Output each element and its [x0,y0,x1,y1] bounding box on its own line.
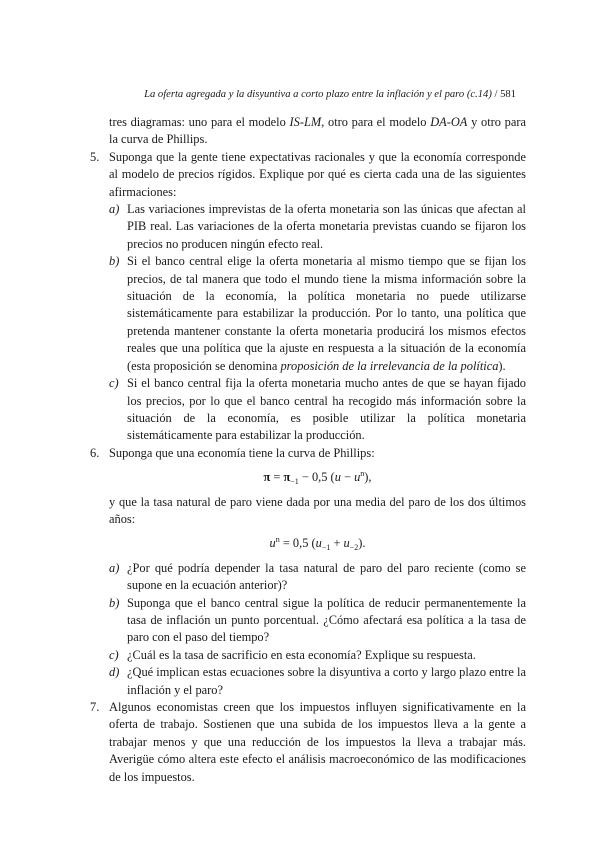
item-text [127,253,526,375]
item-letter: a) [109,560,120,575]
page-body [90,114,526,786]
item-text: Si el banco central fija la oferta monetaria mucho antes de que se hayan fijado los precios, por lo que el banco central ha recogido más información sobre la situación de la economía, es posible utilizar la política monetaria sistemáticamente para estabilizar la producción. [127,376,526,443]
item-text: Suponga que el banco central sigue la política de reducir permanentemente la tasa de inflación un punto porcentual. ¿Cómo afectará esa política a la tasa de paro con el paso del tiempo? [127,595,526,645]
eq-u-lag1: u [315,536,322,551]
continued-paragraph [90,114,526,149]
model-is-lm: IS-LM [289,115,322,129]
question-6-d [90,664,526,699]
question-5 [90,149,526,201]
eq-coef: = 0,5 ( [279,536,316,551]
item-letter: b) [109,595,120,610]
item-letter: a) [109,202,120,217]
question-5-a [90,201,526,253]
equation-phillips [90,462,526,493]
eq-pi: π [263,470,271,485]
question-6-c [90,647,526,664]
question-7 [90,699,526,786]
eq-pi-lag: π [283,470,291,485]
eq-subscript: −1 [321,543,331,553]
eq-subscript: −2 [349,543,359,553]
eq-subscript: −1 [290,477,299,487]
eq-coef: − 0,5 ( [298,470,335,485]
question-6-mid-text: y que la tasa natural de paro viene dada por una media del paro de los dos últimos años: [109,494,526,526]
question-6-b [90,595,526,647]
eq-sign: = [270,470,284,485]
eq-superscript: n [275,535,280,545]
item-letter: d) [109,665,120,680]
intro-text-2: , otro para el modelo [321,115,431,129]
equation-natural-rate [90,528,526,559]
eq-close: ). [358,536,366,551]
question-text: Suponga que la gente tiene expectativas racionales y que la economía corresponde al modelo de precios rígidos. Explique por qué es cierta cada una de las siguientes afirmaciones: [109,149,526,199]
eq-un: u [354,470,361,485]
question-number: 5. [90,149,100,164]
eq-minus: − [340,470,355,485]
question-6-a [90,560,526,595]
question-text: Algunos economistas creen que los impuestos influyen significativamente en la oferta de trabajo. Sostienen que una subida de los impuestos lleva a la gente a trabajar menos y que una reducción de los impuestos la lleva a trabajar más. Averigüe cómo altera este efecto el análisis macroeconómico de las modificaciones de los impuestos. [109,700,526,784]
item-text-end: ). [498,358,506,373]
question-5-b [90,253,526,375]
eq-superscript: n [360,469,365,479]
question-number: 6. [90,445,100,460]
item-text: Las variaciones imprevistas de la oferta monetaria son las únicas que afectan al PIB real. Las variaciones de la oferta monetaria previstas cuando se fijaron los precios no producen ningún efecto real. [127,202,526,251]
item-letter: c) [109,376,119,391]
question-5-c [90,375,526,445]
eq-u: u [334,470,341,485]
item-text: ¿Cuál es la tasa de sacrificio en esta economía? Explique su respuesta. [127,647,476,662]
question-number: 7. [90,700,100,714]
model-da-oa: DA-OA [430,115,468,129]
eq-close: ), [364,470,372,485]
header-separator: / [491,89,501,100]
eq-u-lag2: u [343,536,350,551]
item-letter: c) [109,647,119,662]
eq-un: u [269,536,276,551]
page-number: 581 [500,89,516,100]
eq-plus: + [330,536,344,551]
item-letter: b) [109,254,120,269]
item-text: ¿Qué implican estas ecuaciones sobre la disyuntiva a corto y largo plazo entre la inflación y el paro? [127,665,526,697]
question-text: Suponga que una economía tiene la curva de Phillips: [109,445,375,460]
running-header [90,88,516,102]
intro-text-1: tres diagramas: uno para el modelo [109,115,290,129]
header-title: La oferta agregada y la disyuntiva a corto plazo entre la inflación y el paro (c.14) [144,89,492,100]
item-text-main: Si el banco central elige la oferta monetaria al mismo tiempo que se fijan los precios, de tal manera que todo el mundo tiene la misma información sobre la situación de la economía, la política monetaria no puede utilizarse sistemáticamente para estabilizar la producción. Por lo tanto, una política que pretenda mantener constante la oferta monetaria producirá los mismos efectos reales que una política que la ajuste en respuesta a la situación de la economía (esta proposición se denomina [127,254,526,373]
intro-text-3: y otro para la curva de Phillips. [109,115,526,147]
question-6 [90,445,526,462]
item-term: proposición de la irrelevancia de la política [280,358,499,373]
item-text: ¿Por qué podría depender la tasa natural de paro del paro reciente (como se supone en la ecuación anterior)? [127,560,526,593]
